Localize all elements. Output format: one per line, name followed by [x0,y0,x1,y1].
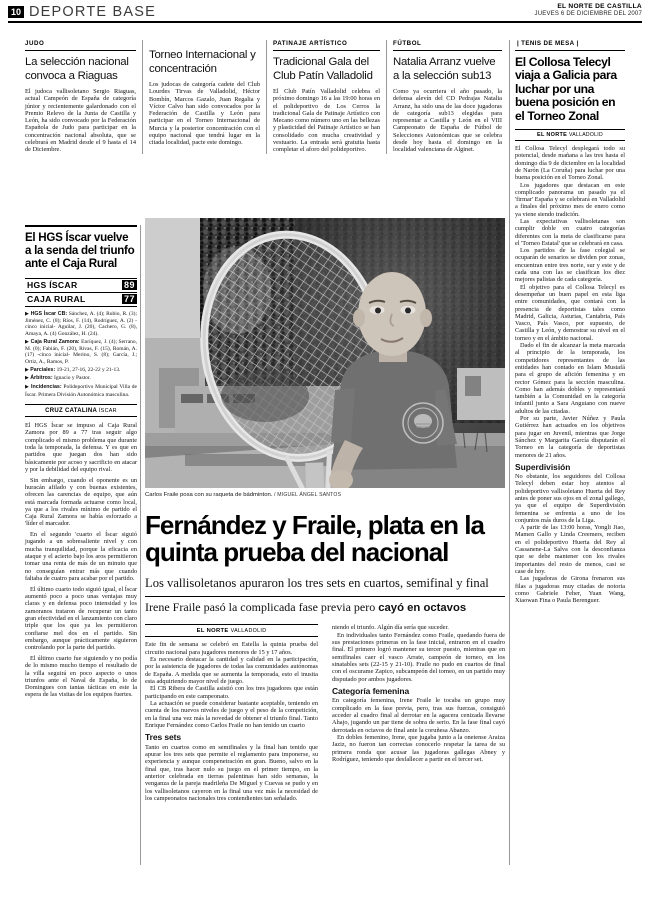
team-name: CAJA RURAL [27,294,86,305]
caption-text: Carlos Fraile posa con su raqueta de bádminton. [145,491,273,498]
paragraph: En el segundo 'cuarto el Íscar siguió jugando a un sobresaliente nivel y con mucha tranquilidad, porque la eficacia en ataque y el acierto bajo los aros permitieron tomar una renta de más de un minuto que no conseguían entrar más que cuando faltaba de cuatro para acabar por el partido. [25,531,137,582]
subhead-rule [145,596,505,597]
column-divider [509,40,510,865]
subhead-plain: Irene Fraile pasó la complicada fase previa pero [145,600,379,615]
kicker-bar-right: | [576,40,579,47]
paragraph: El HGS Íscar se impuso al Caja Rural Zamora por 89 a 77 tras seguir algo complicado el mismo problema que durante toda la temporada, la defensa. Y es que en partidos que juegan dos han sido básicamente por acoso y sacrificio en atacar y por la debilidad del equipo rival. [25,422,137,473]
main-column-right [325,624,505,802]
paragraph: Los jugadores que destacan en este complicado panorama un pasado ya el 'firmar' España y se celebrará en Valladolid a finales del próximo mes de enero como ya viene siendo tradición. [515,181,625,218]
page-number: 10 [8,6,24,18]
rail-basket-story [25,225,137,702]
main-column-left [145,624,325,802]
photo-caption [145,491,505,499]
paragraph: En categoría femenina, Irene Fraile le tocaba un grupo muy complicado en la fase previa, pero, tras sus fuerzas, consiguió acceder al cuadro final al derrotar en la agacera cenizada llevarse Ahajo, jugando un par tiene de sobra de serio. En la fase final cayó derrotada en octavos de final ante la coruñesa Abanzo. [332,697,505,734]
brief-headline: La selección nacional convoca a Riaguas [25,56,129,82]
stat-value: Ignacio y Pastor. [53,375,91,382]
score-row [25,279,137,293]
stat-label: HGS Íscar CB: [30,310,68,317]
paragraph: En individuales tanto Fernández como Fraile, quedando fuera de sus prestaciones primeras en la fase inicial, entraron en el cuadro final. El primero logró mantener su tercer puesto, mientras que en semifinales caer el vasco Arrate, campeón de torneo, en los sinatables sets (22-15 y 21-10). Fraile no pudo en cuartos de final con el oscurame Zapico, subcampeón del torneo, en un partido muy disputado por ambos jugadores. [332,631,505,683]
score-row [25,293,137,306]
brief-futbol [386,40,508,154]
rc-byline [515,129,625,141]
match-stats [25,311,137,398]
main-story [145,512,505,803]
paragraph: No obstante, los seguidores del Collosa Telecyl deben estar hoy atentos al polideportivo vallisoletano Huerta del Rey antes de poner sus ojos en el zonal gallego, ya que el equipo de Superdivisión femenina se enfrenta a uno de los conjuntos más duros de la Liga. [515,473,625,524]
stat-label: Incidencias: [31,384,62,391]
brief-body: El judoca vallisoletano Sergio Riaguas, actual Campeón de España de categoría júnior y recientemente galardonado con el Premio Relevo de la Junta de Castilla y León, ha sido convocado por la Federación Española de Judo para participar en la concentración nacional absoluta, que se celebrará en Madrid desde el 9 hasta el 14 de Diciembre. [25,88,136,154]
byline-author: EL NORTE [196,627,229,634]
paragraph: Las expectativas vallisoletanas son cumplir doble en cuatro categorías diferentes con la meta de clasificarse para el 'Torneo Estatal' que se celebrará en casa. [515,218,625,247]
team-points: 77 [123,294,135,305]
paragraph: El Collosa Telecyl desplegará todo su potencial, desde mañana a las tres hasta el domingo día 9 de diciembre en la localidad de Narón (La Coruña) para luchar por una buena posición en el Torneo Zonal. [515,145,625,182]
rail-body [25,422,137,699]
brief-headline: Tradicional Gala del Club Patín Valladolid [273,56,373,82]
main-body-right [332,624,505,763]
paragraph: El último cuarto todo siguió igual, el Íscar aumentó poco a poco unas ventajas muy claras y en defensa poco intensidad y los zamoranos trataron de recuperar un tanto gran efectividad en el lanzamiento con claro triple que los que ya les permitieron confiarse mel dos en el partido. Sin embargo, aunque prácticamente siguieron controlando por la parte del partido. [25,585,137,652]
kicker-text: TENIS DE MESA [521,40,575,47]
section-title: DEPORTE BASE [29,4,156,20]
paragraph: Dado el fin de alcanzar la meta marcada al principio de la temporada, los competidores representantes de las entidades han contado en Islam Mustafá para el grupo de afición femenina y en rector Gómez para la sección masculina. Como han además dobles y representará también a la Comunidad en la categoría infantil junto a Sara Anguiano con nueve adultos de las citadas. [515,342,625,415]
rail-byline [25,404,137,417]
paragraph: niendo el triunfo. Algún día sería que suceder. [332,624,449,632]
paragraph: Las jugadoras de Girona frenaron sus filas a jugadoras muy citadas de notoria como Gabriele Feher, Yuan Wang, Xiaowan Fina o Paula Berenguer. [515,575,625,605]
stat-value: Polideportivo Municipal Villa de Íscar. Primera División Autonómica masculina. [25,384,137,398]
main-headline: Fernández y Fraile, plata en la quinta prueba del nacional [145,510,484,567]
right-column-story [515,40,625,604]
byline-location: VALLADOLID [230,627,267,634]
brief-headline: Natalia Arranz vuelve a la selección sub13 [393,56,496,82]
masthead [0,0,650,22]
crosshead-tres-sets: Tres sets [145,732,181,743]
paragraph: Es necesario destacar la cantidad y calidad en la participación, por la asistencia de jugadores de todas las comunidades autónomas de España. A medida que se aumenta la temporada, esto el inusita esta adquiriendo mayor nivel de juego. [145,655,318,685]
rc-kicker [515,40,625,51]
kicker-bar-left: | [517,40,520,47]
paragraph: Este fin de semana se celebró en Estella la quinta prueba del circuito nacional para jugadores menores de 15 y 17 años. [145,641,318,656]
issue-date: JUEVES 6 DE DICIEMBRE DEL 2007 [534,11,642,17]
brief-kicker: PATINAJE ARTÍSTICO [273,40,380,51]
stat-line: ▶ Parciales: 19-21, 27-16, 22-22 y 21-13. [25,366,121,373]
paragraph: El objetivo para el Collosa Telecyl es desempeñar un buen papel en esta liga entre comunidades, que contará con la presencia de deportistas tales como Madrid, Galicia, Asturias, Cantabria, País Vasco, País Vasco, por supuesto, de Castilla y León, y demostrar su nivel en el torneo y en el ámbito nacional. [515,283,625,342]
paragraph: A partir de las 13:00 horas, Yongli Jiao, Mamen Gallo y Linda Creemers, reciben en el polideportivo Huerta del Rey al Cassanene-La Salva con la desconfianza que se debe mantener con los rivales importantes del resto de menos, casi se case de hoy. [515,524,625,575]
photo-credit: / MIGUEL ÁNGEL SANTOS [274,491,342,498]
paragraph: La actuación se puede considerar bastante aceptable, teniendo en cuenta de los nuevos niveles de juego y el peso de la competición, en la final una vez más la novedad de obtener el triunfo final. Tanto Enrique Fernández como Carlos Fraile no han tenido un cuarto [145,700,318,730]
stat-value: Sánchez, A. (4); Rubio, R. (3); Jiménez, C. (8); Ríos, F. (14), Rodríguez, A. (2) -cinco inicial- Aguilar, J. (20), Cachero, G. (8), Amaya, A. (4) González, H. (24). [25,310,137,337]
byline-location: VALLADOLID [568,132,603,139]
stat-label: Árbitros: [30,375,53,382]
stat-line: ▶ Incidencias: Polideportivo Municipal Villa de Íscar. Primera División Autonómica masculina. [25,384,137,398]
main-subhead-2 [145,600,505,615]
paragraph: Los partidos de la fase colegial se ocuparán de senarios se dividen por zonas, encuentran entre tres norte, sur y este y de cada una con las se clasifican los diez mejores palistas de cada categoría. [515,247,625,284]
masthead-left [8,4,156,20]
rc-headline: El Collosa Telecyl viaja a Galicia para luchar por una buena posición en el Torneo Zonal [515,55,617,123]
stat-label: Parciales: [30,366,56,373]
crosshead-categoria-femenina: Categoría femenina [332,686,410,697]
paragraph: El CB Ribera de Castilla asistió con los tres jugadores que están participando en este campeonato. [145,685,318,700]
brief-patinaje [266,40,386,154]
paragraph: Por su parte, Javier Núñez y Paula Gutiérrez han actuados en los objetivos para jugar en Juvenil, mientras que Jorge Sánchez y Margarita García disputarán el Torneo en la categoría de deportistas menores de 21 años. [515,415,625,459]
byline-author: CRUZ CATALINA [45,407,97,414]
brief-kicker: FÚTBOL [393,40,502,51]
byline-location: ÍSCAR [98,407,117,414]
photo-block [145,218,505,499]
photo-badminton-player [145,218,505,488]
stat-line: ▶ Árbitros: Ignacio y Pastor. [25,375,91,382]
brief-headline: Torneo Internacional y concentración [149,49,256,75]
stat-line: ▶ HGS Íscar CB: Sánchez, A. (4); Rubio, R. (3); Jiménez, C. (8); Ríos, F. (14), Rodríguez, A. (2) -cinco inicial- Aguilar, J. (20), Cachero, G. (8), Amaya, A. (4) González, H. (24). [25,310,137,337]
crosshead-superdivision: Superdivisión [515,461,571,472]
rail-headline: El HGS Íscar vuelve a la senda del triunfo ante el Caja Rural [25,230,135,270]
main-body-left [145,641,318,802]
subhead-bold: cayó en octavos [378,602,467,615]
brief-kicker: JUDO [25,40,136,51]
brief-body: Como ya ocurriera el año pasado, la defensa alevín del CD Pedrajas Natalia Arranz, ha sido una de las doce jugadoras de categoría sub13 elegidas para representar a Castilla y León en el VIII Campeonato de España de Fútbol de Selecciones Autonómicas que se celebra desde hoy hasta el domingo en la localidad valenciana de Alginet. [393,88,502,154]
main-subhead-1: Los vallisoletanos apuraron los tres sets en cuartos, semifinal y final [145,576,489,590]
stat-label: Caja Rural Zamora: [30,338,80,345]
column-divider [140,225,141,865]
brief-judo [25,40,142,154]
masthead-right [535,3,642,17]
stat-value: Enríquez, J. (4); Serrano, M. (0); Fabián, F. (20), Rivas, F. (15), Román, A. (17) -cinco inicial- Merino, S. (8); García, J.; Ortiz, A., Ramos, P. [25,338,138,365]
rail-rule [25,225,137,227]
byline-author: EL NORTE [537,132,568,139]
main-byline [145,624,318,637]
paper-name: EL NORTE DE CASTILLA [557,3,642,10]
stat-value: 19-21, 27-16, 22-22 y 21-13. [56,366,121,373]
rc-body [515,145,625,604]
brief-body: Los judocas de categoría cadete del Club Lourdes Tirvas de Valladolid, Héctor Bombín, Marcos Gazalo, Juan Regalia y Víctor Calvo han sido convocados por la Federación de Castilla y León para participar en el Torneo Internacional de Murcia y la posterior concentración con el equipo nacional que tendrá lugar en la citada localidad, pacte este domingo. [149,81,260,147]
brief-torneo [142,40,266,154]
team-name: HGS ÍSCAR [27,280,78,291]
stat-line: ▶ Caja Rural Zamora: Enríquez, J. (4); Serrano, M. (0); Fabián, F. (20), Rivas, F. (15), Román, A. (17) -cinco inicial- Merino, S. (8); García, J.; Ortiz, A., Ramos, P. [25,338,138,365]
paragraph: El último cuarto fue siguiendo y no podía de lo mismo mucho tiempo el resultado de la villa seguirá en poco aspecto o unos triunfos ante el Naval de España, lo de Domingues con tantas tácticas en este la espera de las visitas de los equipos fuertes. [25,654,137,699]
paragraph: Tanto en cuartos como en semifinales y la final han tenido que apurar los tres sets que permite el reglamento para imponerse, su experiencia y aunque compenetración en gran. Bueno, salvo en la final que, tras hacer nulo su juego en el primer tiempo, en la anterior celebrada en tierras palentinas han sido semanas, la venganza de la pareja madrileña De Miguel y Cuevas se pudo y en los vallisoletanos cayeron en la final una vez más la necesidad de los campeonatos nacionales tres contendientes tan señalado. [145,743,318,803]
paragraph: Sin embargo, cuando el oponente es un huracán afilado y con buenas existentes, ofrecen las carencias de equipo, que aún está marcada formada actuarse como local, ya que a los rivales mínimo de partido el Caja Rural Zamora se había esforzado a 'líder el marcador. [25,476,137,528]
brief-body: El Club Patín Valladolid celebra el próximo domingo 16 a las 19:00 horas en el polideportivo de Los Cerros la tradicional Gala de Patinaje Artístico con Mecano como número uno en las bellezas y plasticidad del Patinaje Artístico se han consolidado con mucha creatividad y vestuario. La entrada será gratuita hasta completar el aforo del polideportivo. [273,88,380,154]
masthead-rule [8,21,642,23]
scoreboard [25,278,137,307]
team-points: 89 [123,280,135,291]
paragraph: En dobles femenino, Irene, que jugaba junto a la onetense Araiza Jaziz, no fueron tan correctas conocerlo respetar la tarea de su primera ronda que acusar las jugadoras gallegas Abney y Rodríguez, teniendo que desfallecer a partir en el tercer set. [332,734,505,764]
